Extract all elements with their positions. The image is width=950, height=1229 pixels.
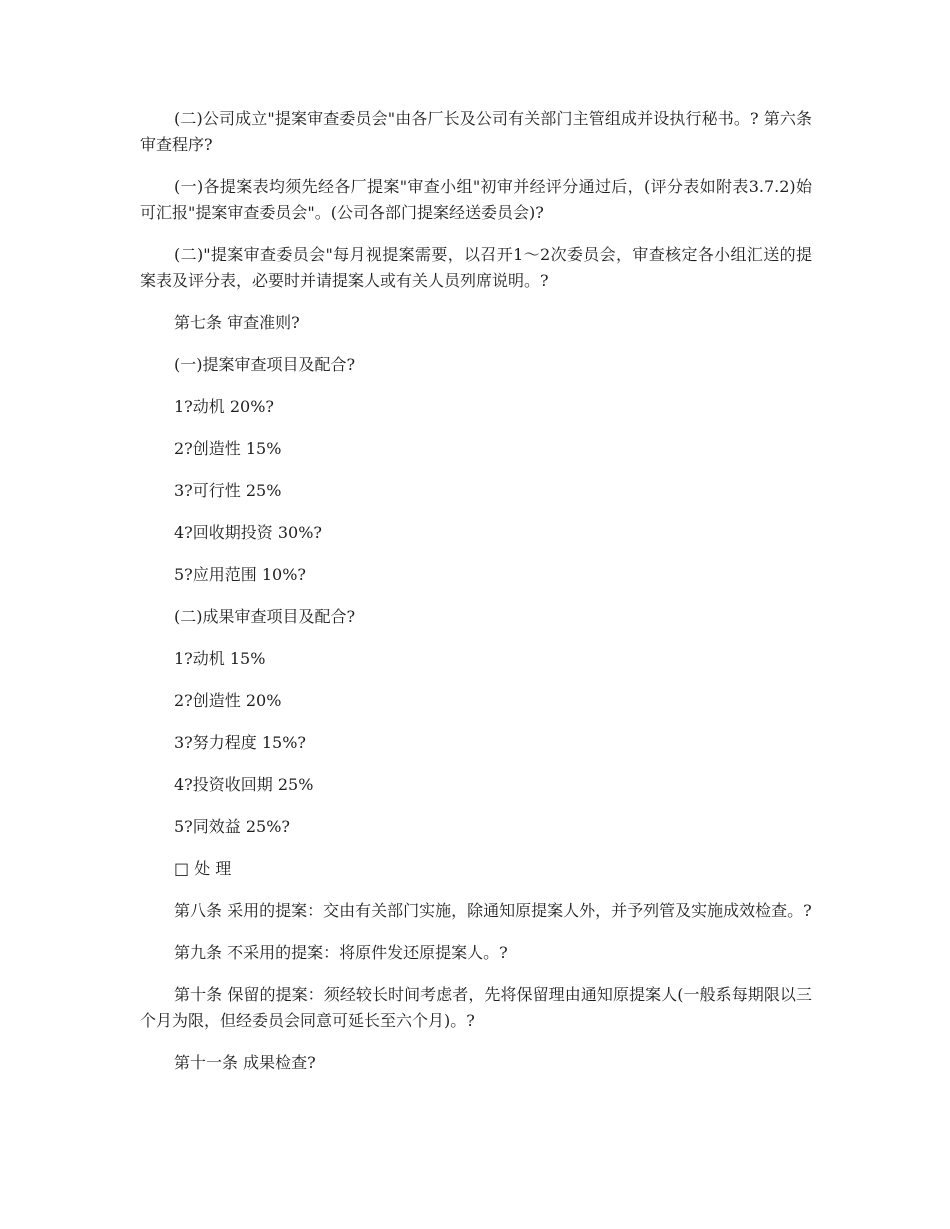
- document-page: [140, 106, 812, 1092]
- list-item: 2?创造性 20%: [174, 691, 282, 710]
- heading-article-7: 第七条 审查准则?: [174, 313, 300, 332]
- list-item: 3?努力程度 15%?: [174, 733, 306, 752]
- list-item: 1?动机 15%: [174, 649, 266, 668]
- list-item: 4?回收期投资 30%?: [174, 523, 322, 542]
- list-item: 4?投资收回期 25%: [174, 775, 314, 794]
- paragraph-article-10: 第十条 保留的提案：须经较长时间考虑者，先将保留理由通知原提案人(一般系每期限以三个月为限，但经委员会同意可延长至六个月)。?: [140, 985, 812, 1030]
- list-item: 5?应用范围 10%?: [174, 565, 306, 584]
- paragraph-article-8: 第八条 采用的提案：交由有关部门实施，除通知原提案人外，并予列管及实施成效检查。?: [174, 901, 812, 920]
- list-item: 1?动机 20%?: [174, 397, 274, 416]
- heading-article-11: 第十一条 成果检查?: [174, 1053, 316, 1072]
- paragraph-review-step-2: (二)"提案审查委员会"每月视提案需要，以召开1～2次委员会，审查核定各小组汇送的提案表及评分表，必要时并请提案人或有关人员列席说明。?: [140, 245, 812, 290]
- heading-proposal-criteria: (一)提案审查项目及配合?: [174, 355, 356, 374]
- paragraph-review-step-1: (一)各提案表均须先经各厂提案"审查小组"初审并经评分通过后，(评分表如附表3.7.2)始可汇报"提案审查委员会"。(公司各部门提案经送委员会)?: [140, 177, 812, 222]
- paragraph-committee-setup: (二)公司成立"提案审查委员会"由各厂长及公司有关部门主管组成并设执行秘书。? 第六条 审查程序?: [140, 109, 812, 154]
- list-item: 2?创造性 15%: [174, 439, 282, 458]
- heading-result-criteria: (二)成果审查项目及配合?: [174, 607, 356, 626]
- section-heading-handling: □ 处 理: [174, 859, 232, 878]
- paragraph-article-9: 第九条 不采用的提案：将原件发还原提案人。?: [174, 943, 508, 962]
- list-item: 5?同效益 25%?: [174, 817, 290, 836]
- list-item: 3?可行性 25%: [174, 481, 282, 500]
